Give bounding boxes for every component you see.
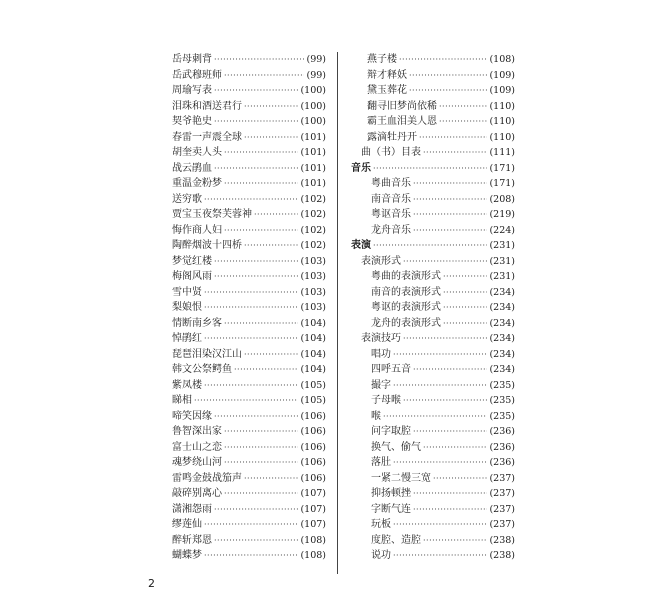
dot-leader — [244, 130, 298, 146]
toc-entry-title: 泪珠和酒送君行 — [172, 100, 242, 112]
dot-leader — [413, 223, 487, 239]
toc-entry-page: (100) — [300, 116, 326, 127]
column-divider — [337, 52, 338, 574]
toc-entry — [351, 409, 515, 425]
toc-entry — [172, 99, 326, 115]
toc-entry-title: 字断气连 — [371, 503, 411, 515]
toc-entry-page: (236) — [489, 426, 515, 437]
toc-entry-title: 贾宝玉夜祭芙蓉神 — [172, 209, 252, 220]
dot-leader — [244, 238, 298, 254]
toc-entry-title: 富士山之恋 — [172, 441, 222, 453]
dot-leader — [244, 471, 298, 487]
toc-entry-page: (106) — [300, 472, 326, 484]
toc-entry-title: 岳母刺背 — [172, 54, 212, 65]
toc-entry-page: (237) — [489, 519, 515, 530]
toc-entry-title: 粤讴音乐 — [371, 209, 411, 220]
toc-entry-page: (102) — [300, 224, 326, 236]
dot-leader — [383, 409, 487, 425]
toc-entry — [172, 440, 326, 456]
toc-entry — [351, 254, 515, 270]
toc-entry-page: (234) — [489, 302, 515, 313]
dot-leader — [204, 192, 298, 208]
toc-entry-title: 悔作商人妇 — [172, 224, 222, 236]
toc-entry — [351, 331, 515, 347]
toc-entry-title: 四呼五音 — [371, 364, 411, 375]
dot-leader — [204, 331, 298, 347]
toc-entry-title: 问字取腔 — [371, 426, 411, 437]
toc-entry-title: 抑扬顿挫 — [371, 488, 411, 499]
dot-leader — [214, 502, 298, 518]
toc-entry — [172, 161, 326, 177]
dot-leader — [204, 517, 298, 533]
toc-entry-title: 梨娘恨 — [172, 302, 202, 313]
toc-entry — [351, 393, 515, 409]
toc-entry-page: (235) — [489, 395, 515, 406]
toc-entry-page: (235) — [489, 410, 515, 422]
toc-entry-page: (219) — [489, 209, 515, 220]
toc-right-column — [351, 52, 515, 564]
toc-entry-title: 翻寻旧梦尚依稀 — [367, 100, 437, 112]
dot-leader — [413, 502, 487, 518]
dot-leader — [403, 393, 487, 409]
dot-leader — [224, 223, 298, 239]
toc-entry-title: 雷鸣金鼓战笳声 — [172, 472, 242, 484]
dot-leader — [204, 378, 298, 394]
toc-entry-page: (231) — [489, 255, 515, 267]
toc-entry — [172, 176, 326, 192]
dot-leader — [224, 424, 298, 440]
toc-entry — [351, 176, 515, 192]
toc-entry — [172, 223, 326, 239]
toc-entry-page: (237) — [489, 472, 515, 484]
toc-entry-page: (109) — [489, 85, 515, 96]
toc-entry-title: 紫凤楼 — [172, 379, 202, 391]
toc-entry — [351, 362, 515, 378]
dot-leader — [413, 192, 487, 208]
dot-leader — [254, 207, 298, 223]
toc-entry — [351, 223, 515, 239]
toc-entry — [351, 207, 515, 223]
toc-entry-title: 落肚 — [371, 457, 391, 468]
toc-entry — [172, 347, 326, 363]
toc-entry-title: 战云鹃血 — [172, 162, 212, 174]
dot-leader — [393, 548, 487, 564]
toc-entry — [172, 254, 326, 270]
dot-leader — [413, 207, 487, 223]
toc-entry-title: 南音音乐 — [371, 193, 411, 205]
toc-entry-title: 潇湘怨雨 — [172, 503, 212, 515]
toc-entry — [172, 145, 326, 161]
toc-entry — [172, 424, 326, 440]
dot-leader — [423, 533, 487, 549]
toc-entry-page: (103) — [300, 302, 326, 313]
toc-entry-title: 撮字 — [371, 379, 391, 391]
toc-entry-page: (101) — [300, 178, 326, 189]
toc-entry — [172, 52, 326, 68]
toc-entry — [351, 502, 515, 518]
dot-leader — [403, 254, 487, 270]
toc-entry — [172, 533, 326, 549]
toc-entry-page: (100) — [300, 100, 326, 112]
dot-leader — [194, 393, 298, 409]
toc-entry-title: 契爷艳史 — [172, 116, 212, 127]
dot-leader — [224, 176, 298, 192]
toc-entry-page: (106) — [300, 457, 326, 468]
toc-entry — [351, 285, 515, 301]
toc-entry-page: (231) — [489, 240, 515, 251]
toc-entry-page: (106) — [300, 426, 326, 437]
toc-entry-page: (237) — [489, 488, 515, 499]
toc-entry — [351, 238, 515, 254]
toc-entry-page: (109) — [489, 69, 515, 81]
dot-leader — [214, 83, 298, 99]
toc-entry — [351, 145, 515, 161]
toc-entry — [351, 548, 515, 564]
toc-entry-page: (106) — [300, 410, 326, 422]
toc-entry-title: 度腔、造腔 — [371, 534, 421, 546]
toc-entry-title: 粤讴的表演形式 — [371, 302, 441, 313]
toc-entry-title: 悼鹃红 — [172, 333, 202, 344]
toc-entry-page: (234) — [489, 333, 515, 344]
toc-entry — [351, 517, 515, 533]
toc-entry — [172, 207, 326, 223]
toc-entry-page: (103) — [300, 271, 326, 282]
toc-entry-title: 喉 — [371, 410, 381, 422]
toc-entry-page: (234) — [489, 364, 515, 375]
toc-entry — [351, 316, 515, 332]
dot-leader — [443, 316, 487, 332]
toc-entry-page: (237) — [489, 503, 515, 515]
toc-entry-page: (101) — [300, 147, 326, 158]
toc-entry-title: 黛玉葬花 — [367, 85, 407, 96]
dot-leader — [393, 455, 487, 471]
toc-entry-title: 周瑜写表 — [172, 85, 212, 96]
toc-entry-page: (108) — [300, 534, 326, 546]
dot-leader — [443, 300, 487, 316]
dot-leader — [419, 130, 487, 146]
toc-entry-title: 醉斩郑恩 — [172, 534, 212, 546]
toc-entry-page: (171) — [489, 162, 515, 174]
dot-leader — [214, 161, 298, 177]
toc-entry — [172, 316, 326, 332]
toc-entry-title: 鲁智深出家 — [172, 426, 222, 437]
toc-entry — [351, 440, 515, 456]
toc-entry — [172, 517, 326, 533]
toc-entry-title: 陶醉烟波十四桥 — [172, 240, 242, 251]
toc-entry-title: 岳武穆班师 — [172, 69, 222, 81]
dot-leader — [413, 424, 487, 440]
toc-entry-title: 龙舟的表演形式 — [371, 317, 441, 329]
dot-leader — [224, 145, 298, 161]
toc-entry-title: 龙舟音乐 — [371, 224, 411, 236]
toc-entry — [351, 114, 515, 130]
toc-entry — [351, 347, 515, 363]
toc-entry — [172, 114, 326, 130]
toc-entry-page: (99) — [306, 54, 326, 65]
dot-leader — [214, 409, 298, 425]
toc-left-column — [172, 52, 326, 564]
toc-entry — [351, 471, 515, 487]
dot-leader — [244, 99, 298, 115]
dot-leader — [413, 486, 487, 502]
toc-entry-page: (101) — [300, 131, 326, 143]
toc-entry-title: 敲碎别离心 — [172, 488, 222, 499]
toc-entry — [351, 68, 515, 84]
toc-entry — [351, 130, 515, 146]
toc-entry — [172, 68, 326, 84]
toc-entry-title: 子母喉 — [371, 395, 401, 406]
toc-entry — [172, 192, 326, 208]
dot-leader — [373, 161, 487, 177]
toc-entry-title: 表演技巧 — [361, 333, 401, 344]
toc-entry — [351, 192, 515, 208]
toc-entry-title: 一紧二慢三宽 — [371, 472, 431, 484]
toc-entry — [351, 424, 515, 440]
dot-leader — [403, 331, 487, 347]
toc-entry-page: (224) — [489, 224, 515, 236]
dot-leader — [224, 440, 298, 456]
dot-leader — [443, 269, 487, 285]
toc-entry — [172, 331, 326, 347]
toc-entry-page: (107) — [300, 519, 326, 530]
toc-entry-page: (110) — [489, 100, 515, 112]
toc-entry-page: (101) — [300, 162, 326, 174]
dot-leader — [413, 176, 487, 192]
toc-entry-page: (238) — [489, 534, 515, 546]
toc-entry-title: 琵琶泪染汉江山 — [172, 348, 242, 360]
dot-leader — [214, 533, 298, 549]
toc-entry-title: 睇相 — [172, 395, 192, 406]
toc-entry-title: 梦觉红楼 — [172, 255, 212, 267]
toc-entry — [172, 393, 326, 409]
toc-entry-page: (104) — [300, 348, 326, 360]
dot-leader — [224, 486, 298, 502]
toc-entry — [172, 300, 326, 316]
toc-entry-title: 雪中贤 — [172, 286, 202, 298]
toc-entry-title: 表演形式 — [361, 255, 401, 267]
toc-entry-title: 霸王血泪美人恩 — [367, 116, 437, 127]
toc-entry-title: 魂梦绕山河 — [172, 457, 222, 468]
toc-entry-page: (100) — [300, 85, 326, 96]
dot-leader — [204, 300, 298, 316]
toc-entry — [172, 269, 326, 285]
toc-entry-page: (103) — [300, 286, 326, 298]
toc-entry — [351, 99, 515, 115]
dot-leader — [423, 440, 487, 456]
toc-entry — [172, 238, 326, 254]
toc-entry-title: 表演 — [351, 240, 371, 251]
dot-leader — [409, 68, 487, 84]
toc-entry-title: 露滴牡丹开 — [367, 131, 417, 143]
toc-entry-page: (105) — [300, 395, 326, 406]
toc-entry-page: (108) — [489, 54, 515, 65]
toc-entry-title: 韩文公祭鳄鱼 — [172, 364, 232, 375]
toc-entry-page: (110) — [489, 116, 515, 127]
toc-entry-title: 粤曲音乐 — [371, 178, 411, 189]
toc-entry — [351, 486, 515, 502]
toc-entry-page: (99) — [306, 69, 326, 81]
toc-entry-page: (236) — [489, 441, 515, 453]
dot-leader — [393, 378, 487, 394]
dot-leader — [409, 83, 487, 99]
toc-entry-page: (102) — [300, 193, 326, 205]
toc-entry-page: (102) — [300, 240, 326, 251]
toc-entry — [172, 455, 326, 471]
toc-entry-title: 啼笑因缘 — [172, 410, 212, 422]
toc-entry-page: (107) — [300, 488, 326, 499]
toc-entry-page: (171) — [489, 178, 515, 189]
dot-leader — [413, 362, 487, 378]
toc-entry-title: 音乐 — [351, 162, 371, 174]
dot-leader — [433, 471, 487, 487]
page-number: 2 — [148, 577, 155, 590]
toc-entry-page: (234) — [489, 286, 515, 298]
toc-entry-title: 梅阁风雨 — [172, 271, 212, 282]
toc-entry-page: (234) — [489, 348, 515, 360]
toc-entry — [351, 533, 515, 549]
toc-entry-title: 重温金粉梦 — [172, 178, 222, 189]
dot-leader — [439, 99, 487, 115]
dot-leader — [224, 316, 298, 332]
dot-leader — [393, 347, 487, 363]
toc-entry-page: (104) — [300, 364, 326, 375]
toc-entry-title: 唱功 — [371, 348, 391, 360]
toc-entry-page: (111) — [489, 147, 515, 158]
toc-entry — [172, 471, 326, 487]
toc-entry-page: (110) — [489, 131, 515, 143]
dot-leader — [439, 114, 487, 130]
toc-entry-page: (238) — [489, 550, 515, 561]
toc-entry-title: 胡奎卖人头 — [172, 147, 222, 158]
toc-entry-page: (106) — [300, 441, 326, 453]
dot-leader — [214, 52, 304, 68]
toc-entry-title: 说功 — [371, 550, 391, 561]
toc-entry — [172, 548, 326, 564]
dot-leader — [224, 455, 298, 471]
dot-leader — [423, 145, 487, 161]
toc-entry-title: 春雷一声震全球 — [172, 131, 242, 143]
toc-entry — [172, 130, 326, 146]
toc-entry-page: (108) — [300, 550, 326, 561]
toc-entry-page: (103) — [300, 255, 326, 267]
toc-entry-page: (102) — [300, 209, 326, 220]
dot-leader — [204, 548, 298, 564]
toc-entry-title: 曲（书）目表 — [361, 147, 421, 158]
toc-entry — [172, 83, 326, 99]
dot-leader — [214, 254, 298, 270]
toc-entry-title: 送穷歌 — [172, 193, 202, 205]
toc-entry — [351, 269, 515, 285]
toc-entry-title: 玩板 — [371, 519, 391, 530]
toc-entry — [172, 378, 326, 394]
toc-entry-title: 辩才释妖 — [367, 69, 407, 81]
toc-entry-title: 换气、偷气 — [371, 441, 421, 453]
toc-entry-title: 南音的表演形式 — [371, 286, 441, 298]
toc-entry-title: 燕子楼 — [367, 54, 397, 65]
toc-entry — [172, 409, 326, 425]
toc-entry-title: 情断南乡客 — [172, 317, 222, 329]
toc-entry-page: (104) — [300, 317, 326, 329]
dot-leader — [244, 347, 298, 363]
toc-entry-page: (105) — [300, 379, 326, 391]
toc-entry — [351, 52, 515, 68]
toc-entry-title: 粤曲的表演形式 — [371, 271, 441, 282]
toc-entry — [351, 455, 515, 471]
toc-entry-page: (107) — [300, 503, 326, 515]
dot-leader — [214, 114, 298, 130]
toc-entry-page: (208) — [489, 193, 515, 205]
toc-entry — [351, 300, 515, 316]
toc-entry-page: (234) — [489, 317, 515, 329]
dot-leader — [443, 285, 487, 301]
toc-entry — [172, 362, 326, 378]
toc-entry-page: (231) — [489, 271, 515, 282]
toc-entry-title: 蝴蝶梦 — [172, 550, 202, 561]
toc-entry — [351, 83, 515, 99]
toc-entry — [172, 486, 326, 502]
dot-leader — [224, 68, 304, 84]
dot-leader — [399, 52, 487, 68]
dot-leader — [214, 269, 298, 285]
toc-entry-page: (104) — [300, 333, 326, 344]
toc-entry — [351, 378, 515, 394]
toc-entry-page: (235) — [489, 379, 515, 391]
dot-leader — [234, 362, 298, 378]
dot-leader — [204, 285, 298, 301]
toc-entry-page: (236) — [489, 457, 515, 468]
toc-entry — [172, 285, 326, 301]
toc-entry-title: 缪莲仙 — [172, 519, 202, 530]
toc-entry — [172, 502, 326, 518]
toc-entry — [351, 161, 515, 177]
dot-leader — [393, 517, 487, 533]
dot-leader — [373, 238, 487, 254]
